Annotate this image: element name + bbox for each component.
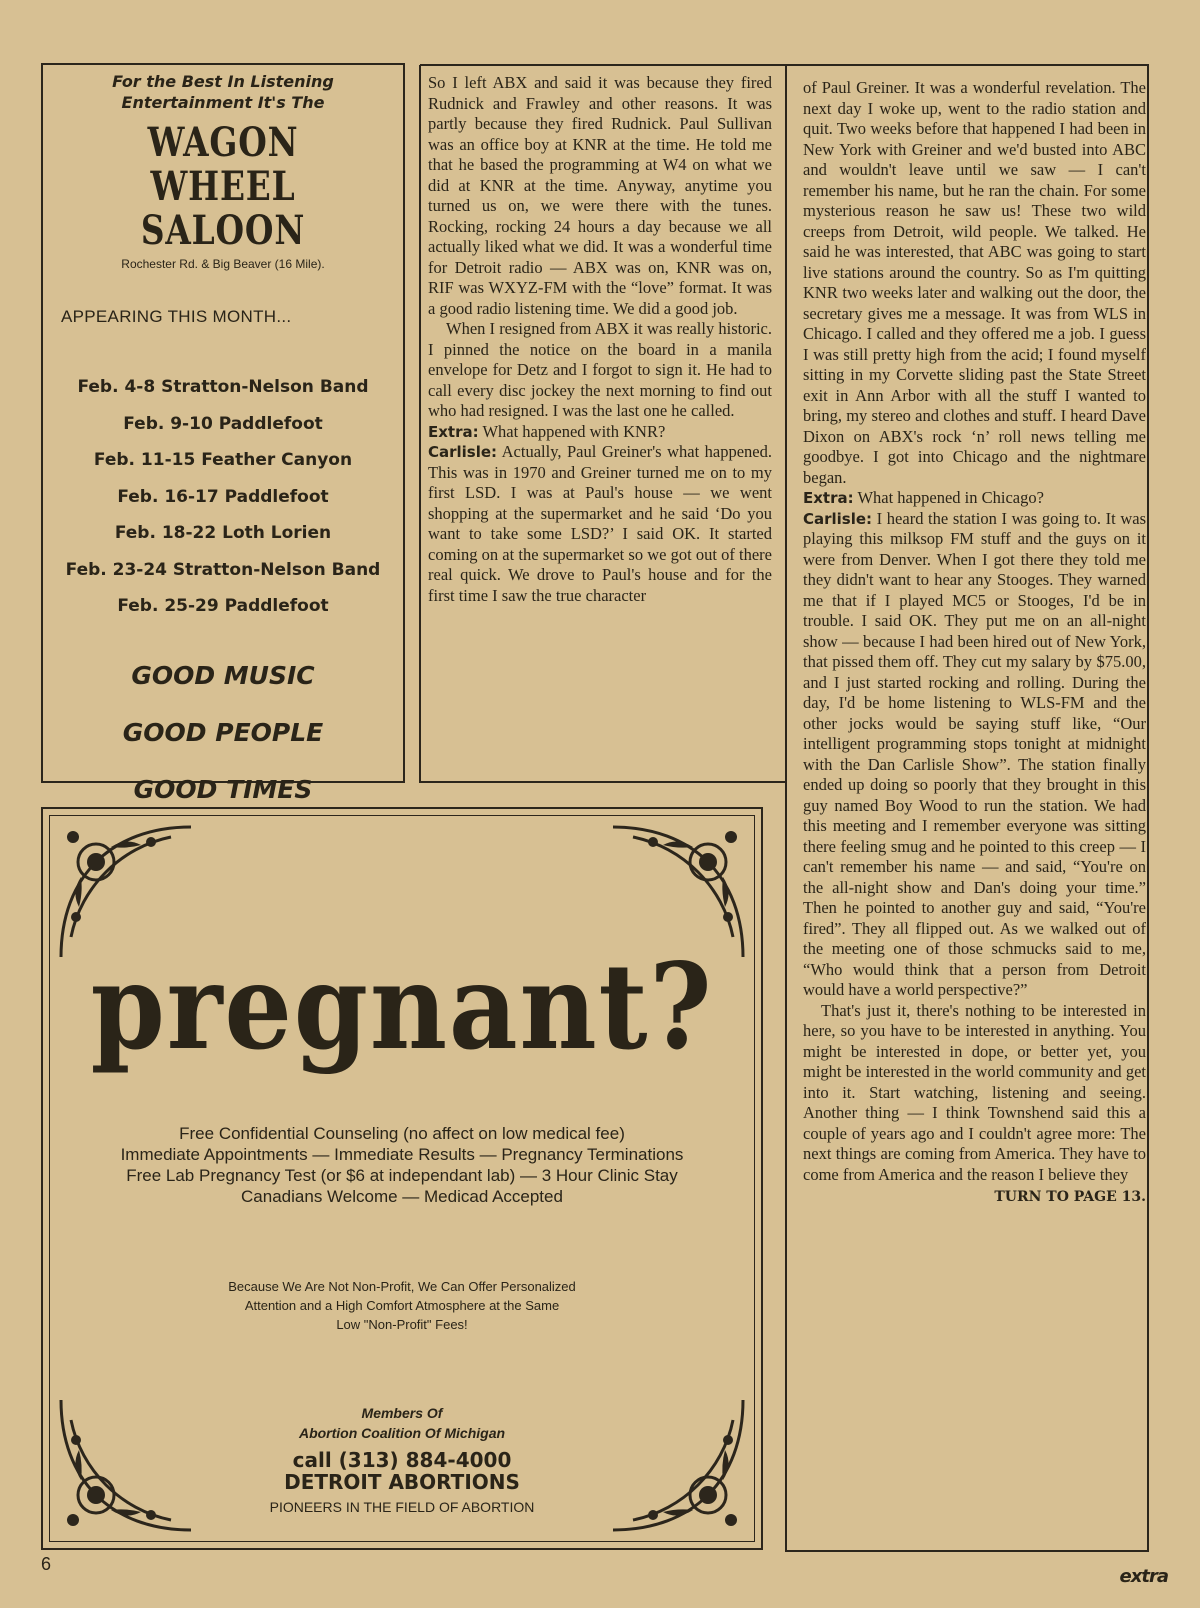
slogan: GOOD MUSIC <box>131 660 315 690</box>
note-line: Because We Are Not Non-Profit, We Can Offer Personalized <box>228 1279 576 1294</box>
service-line: Canadians Welcome — Medicad Accepted <box>241 1187 563 1206</box>
speaker-label: Carlisle: <box>428 443 498 461</box>
wagon-wheel-ad <box>41 63 405 804</box>
ww-address: Rochester Rd. & Big Beaver (16 Mile). <box>121 257 325 271</box>
note-line: Low "Non-Profit" Fees! <box>336 1317 468 1332</box>
ww-logo <box>75 121 370 253</box>
ad-slogan: PIONEERS IN THE FIELD OF ABORTION <box>269 1499 535 1515</box>
ww-schedule <box>43 369 403 625</box>
service-line: Free Lab Pregnancy Test (or $6 at independant lab) — 3 Hour Clinic Stay <box>126 1166 678 1185</box>
members-line: Members Of <box>361 1405 443 1421</box>
phone-number: call (313) 884-4000 <box>292 1448 512 1472</box>
service-line: Free Confidential Counseling (no affect on low medical fee) <box>179 1124 625 1143</box>
ww-name-line1: WAGON WHEEL <box>147 119 299 210</box>
article-paragraph: When I resigned from ABX it was really historic. I pinned the notice on the board in a manila envelope for Detz and I forgot to sign it. He had to call every disc jockey the next morning to find out who had resigned. I was the last one he called. <box>428 319 772 420</box>
article-paragraph: So I left ABX and said it was because they fired Rudnick and Frawley and other reasons. It was partly because they fired Rudnick. Paul Sullivan was an office boy at KNR at the time. He told me that he based the programming at W4 on what we did at KNR at the time. Anyway, anytime you turned us on, we were there with the tunes. Rocking, rocking 24 hours a day because we all actually liked what we did. It was a wonderful time for Detroit radio — ABX was on, KNR was on, RIF was WXYZ-FM with the “love” format. It was a good radio listening time. We did a good job. <box>428 73 772 318</box>
article-text: What happened in Chicago? <box>853 488 1044 507</box>
ww-slogans <box>43 647 403 818</box>
ww-tagline-line1: For the Best In Listening <box>112 72 334 91</box>
article-qa <box>428 422 772 443</box>
article-text: Actually, Paul Greiner's what happened. This was in 1970 and Greiner turned me on to my first LSD. I was at Paul's house — we went shopping at the supermarket and he said ‘Do you want to take some LSD?’ I said OK. It started coming on at the supermarket so we got out of there real quick. We drove to Paul's house and for the first time I saw the true character <box>428 442 772 605</box>
article-text: What happened with KNR? <box>478 421 666 441</box>
ww-tagline <box>43 71 403 113</box>
article-qa <box>803 488 1146 509</box>
speaker-label: Carlisle: <box>803 509 873 528</box>
schedule-item: Feb. 23-24 Stratton-Nelson Band <box>65 559 381 580</box>
schedule-item: Feb. 16-17 Paddlefoot <box>117 486 329 507</box>
pregnancy-ad <box>41 807 763 1550</box>
service-line: Immediate Appointments — Immediate Results — Pregnancy Terminations <box>120 1145 684 1164</box>
ww-appearing-heading: APPEARING THIS MONTH... <box>61 307 292 326</box>
magazine-logo: extra <box>1119 1566 1168 1587</box>
ad-headline: pregnant? <box>90 937 714 1076</box>
article-text: I heard the station I was going to. It was playing this milksop FM stuff and the guys on it were from Denver. When I got there they told me they didn't want to hear any Stooges. They warned me that if I played MC5 or Stooges, I'd be in trouble. I said OK. They put me on an all-night show — because I had been hired out of New York, that pissed them off. They cut my salary by $75.00, and I just started rocking and rolling. During the day, I'd be home listening to WLS-FM and the other jocks would be saying stuff like, “Our intelligent programming stops tonight at midnight with the Dan Carlisle Show”. The station finally ended up doing so poorly that they brought in this guy named Boy Wood to run the station. We had this meeting and I remember everyone was sitting there feeling smug and he pointed to this creep — I can't remember his name — and said, “You're on the all-night show and Dan's doing your time.” Then he pointed to another guy and said, “You're fired”. They all flipped out. As we walked out of the meeting one of those schmucks said to me, “Who would think that a person from Detroit would have a world perspective?” <box>803 508 1146 999</box>
speaker-label: Extra: <box>428 422 479 441</box>
schedule-item: Feb. 25-29 Paddlefoot <box>117 596 329 616</box>
speaker-label: Extra: <box>803 489 854 507</box>
members-line: Abortion Coalition Of Michigan <box>298 1425 506 1441</box>
schedule-item: Feb. 11-15 Feather Canyon <box>93 450 353 470</box>
article-qa <box>803 509 1146 1001</box>
article-paragraph: of Paul Greiner. It was a wonderful revelation. The next day I woke up, went to the radio station and quit. Two weeks before that happened I had been in New York with Greiner and we'd busted into ABC and wouldn't leave until we saw — I can't remember his name, but he ran the chain. For some mysterious reason he saw us! These two wild creeps from Detroit, wild people. We talked. He said he was interested, that ABC was going to start live stations around the country. So as I'm quitting KNR two weeks later and walking out the door, the secretary gives me a message. It was from WLS in Chicago. I called and they offered me a job. I guess I was still pretty high from the acid; I found myself sitting in my Corvette sliding past the State Street exit in Ann Arbor with all the stuff I wanted to bring, my stereo and clothes and stuff. I heard Dave Dixon on ABX's rock ‘n’ roll news telling me goodbye. I got into Chicago and the nightmare began. <box>803 78 1146 487</box>
article-paragraph: That's just it, there's nothing to be interested in here, so you have to be interested in anything. You might be interested in dope, or better yet, you might be interested in the world community and get into it. Start watching, listening and seeing. Another thing — I think Townshend said this a couple of years ago and I couldn't agree more: The next things are coming from America. They have to come from America and the reason I believe they <box>803 1000 1146 1184</box>
slogan: GOOD PEOPLE <box>122 717 324 747</box>
ww-name-line2: SALOON <box>140 207 306 254</box>
page-number: 6 <box>41 1554 52 1574</box>
ww-tagline-line2: Entertainment It's The <box>121 93 325 112</box>
article-column-1 <box>428 73 772 606</box>
ad-contact <box>43 1449 761 1493</box>
organization-name: DETROIT ABORTIONS <box>284 1470 520 1494</box>
continued-notice: TURN TO PAGE 13. <box>994 1189 1146 1205</box>
ad-note <box>43 1277 761 1334</box>
ad-services <box>43 1123 761 1207</box>
article-column-2 <box>803 78 1146 1208</box>
note-line: Attention and a High Comfort Atmosphere at the Same <box>244 1298 560 1313</box>
slogan: GOOD TIMES <box>133 774 313 804</box>
schedule-item: Feb. 4-8 Stratton-Nelson Band <box>77 377 369 397</box>
article-qa <box>428 442 772 606</box>
ad-membership <box>43 1403 761 1443</box>
schedule-item: Feb. 9-10 Paddlefoot <box>123 413 323 434</box>
schedule-item: Feb. 18-22 Loth Lorien <box>114 523 332 543</box>
